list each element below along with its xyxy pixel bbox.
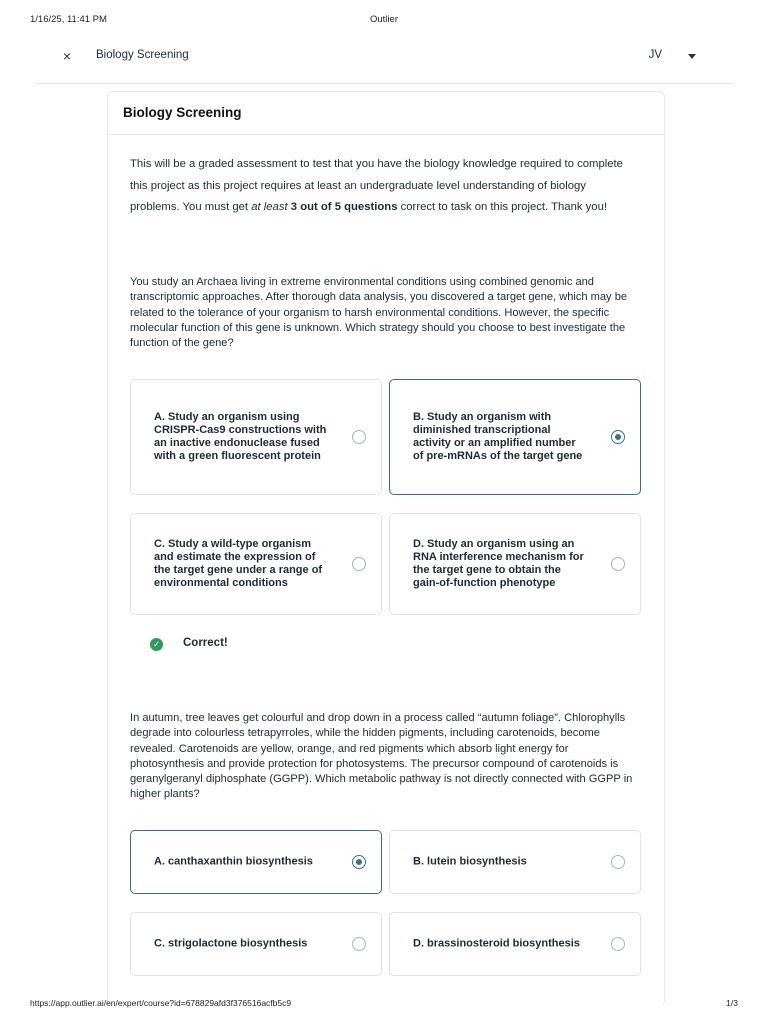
chevron-down-icon[interactable]	[688, 54, 696, 59]
option-label: C. strigolactone biosynthesis	[154, 937, 308, 950]
radio-button[interactable]	[352, 430, 366, 444]
intro-part-1: This will be a graded assessment to test that you have the biology knowledge required to complete this project as this project requires at least an undergraduate level understanding of biology problems. You must get	[130, 158, 623, 213]
q2-option-c[interactable]	[130, 912, 382, 976]
q1-option-b[interactable]	[389, 379, 641, 495]
q1-option-a[interactable]	[130, 379, 382, 495]
radio-button[interactable]	[611, 937, 625, 951]
page-number: 1/3	[726, 998, 738, 1008]
print-datetime: 1/16/25, 11:41 PM	[30, 14, 107, 25]
close-icon[interactable]: ×	[62, 48, 72, 64]
top-bar	[36, 40, 732, 84]
q2-option-a[interactable]	[130, 830, 382, 894]
option-label: B. Study an organism with diminished transcriptional activity or an amplified number of pre-mRNAs of the target gene	[413, 411, 583, 462]
screening-card	[107, 91, 665, 1006]
option-label: D. Study an organism using an RNA interference mechanism for the target gene to obtain the gain-of-function phenotype	[413, 538, 584, 589]
radio-button[interactable]	[352, 557, 366, 571]
print-footer	[30, 998, 738, 1010]
user-initials[interactable]: JV	[648, 49, 662, 61]
option-label: A. canthaxanthin biosynthesis	[154, 855, 313, 868]
q2-option-b[interactable]	[389, 830, 641, 894]
intro-text	[130, 154, 630, 219]
intro-part-2: correct to task on this project. Thank you!	[397, 201, 607, 213]
course-title: Biology Screening	[96, 49, 189, 61]
option-label: D. brassinosteroid biosynthesis	[413, 937, 580, 950]
q1-option-c[interactable]	[130, 513, 382, 615]
radio-button[interactable]	[611, 557, 625, 571]
radio-button[interactable]	[352, 937, 366, 951]
print-header	[30, 14, 738, 28]
intro-requirement: 3 out of 5 questions	[287, 201, 398, 213]
page-url: https://app.outlier.ai/en/expert/course?id=678829afd3f376516acfb5c9	[30, 998, 292, 1008]
feedback-message: Correct!	[183, 637, 228, 649]
question-1-text: You study an Archaea living in extreme environmental conditions using combined genomic and transcriptomic approaches. After thorough data analysis, you discovered a target gene, which may be related to the tolerance of your organism to harsh environmental conditions. However, the specific molecular function of this gene is unknown. Which strategy should you choose to best investigate the function of the gene?	[130, 276, 628, 350]
q2-option-d[interactable]	[389, 912, 641, 976]
radio-button[interactable]	[611, 855, 625, 869]
card-title: Biology Screening	[123, 105, 242, 120]
intro-emphasis: at least	[251, 201, 288, 213]
question-2-text: In autumn, tree leaves get colourful and drop down in a process called “autumn foliage”. Chlorophylls degrade into colourless tetrapyrroles, while the hidden pigments, including carotenoids, become revealed. Carotenoids are yellow, orange, and red pigments which absorb light energy for photosynthesis and provide protection for photosystems. The precursor compound of carotenoids is geranylgeranyl diphosphate (GGPP). Which metabolic pathway is not directly connected with GGPP in higher plants?	[130, 712, 633, 801]
divider	[108, 134, 664, 135]
radio-button-selected[interactable]	[352, 855, 366, 869]
print-site-name: Outlier	[370, 14, 398, 25]
option-label: C. Study a wild-type organism and estimate the expression of the target gene under a range of environmental conditions	[154, 538, 323, 589]
check-circle-icon: ✓	[150, 638, 163, 651]
option-label: B. lutein biosynthesis	[413, 855, 527, 868]
q1-option-d[interactable]	[389, 513, 641, 615]
option-label: A. Study an organism using CRISPR-Cas9 constructions with an inactive endonuclease fused with a green fluorescent protein	[154, 411, 327, 462]
radio-button-selected[interactable]	[611, 430, 625, 444]
